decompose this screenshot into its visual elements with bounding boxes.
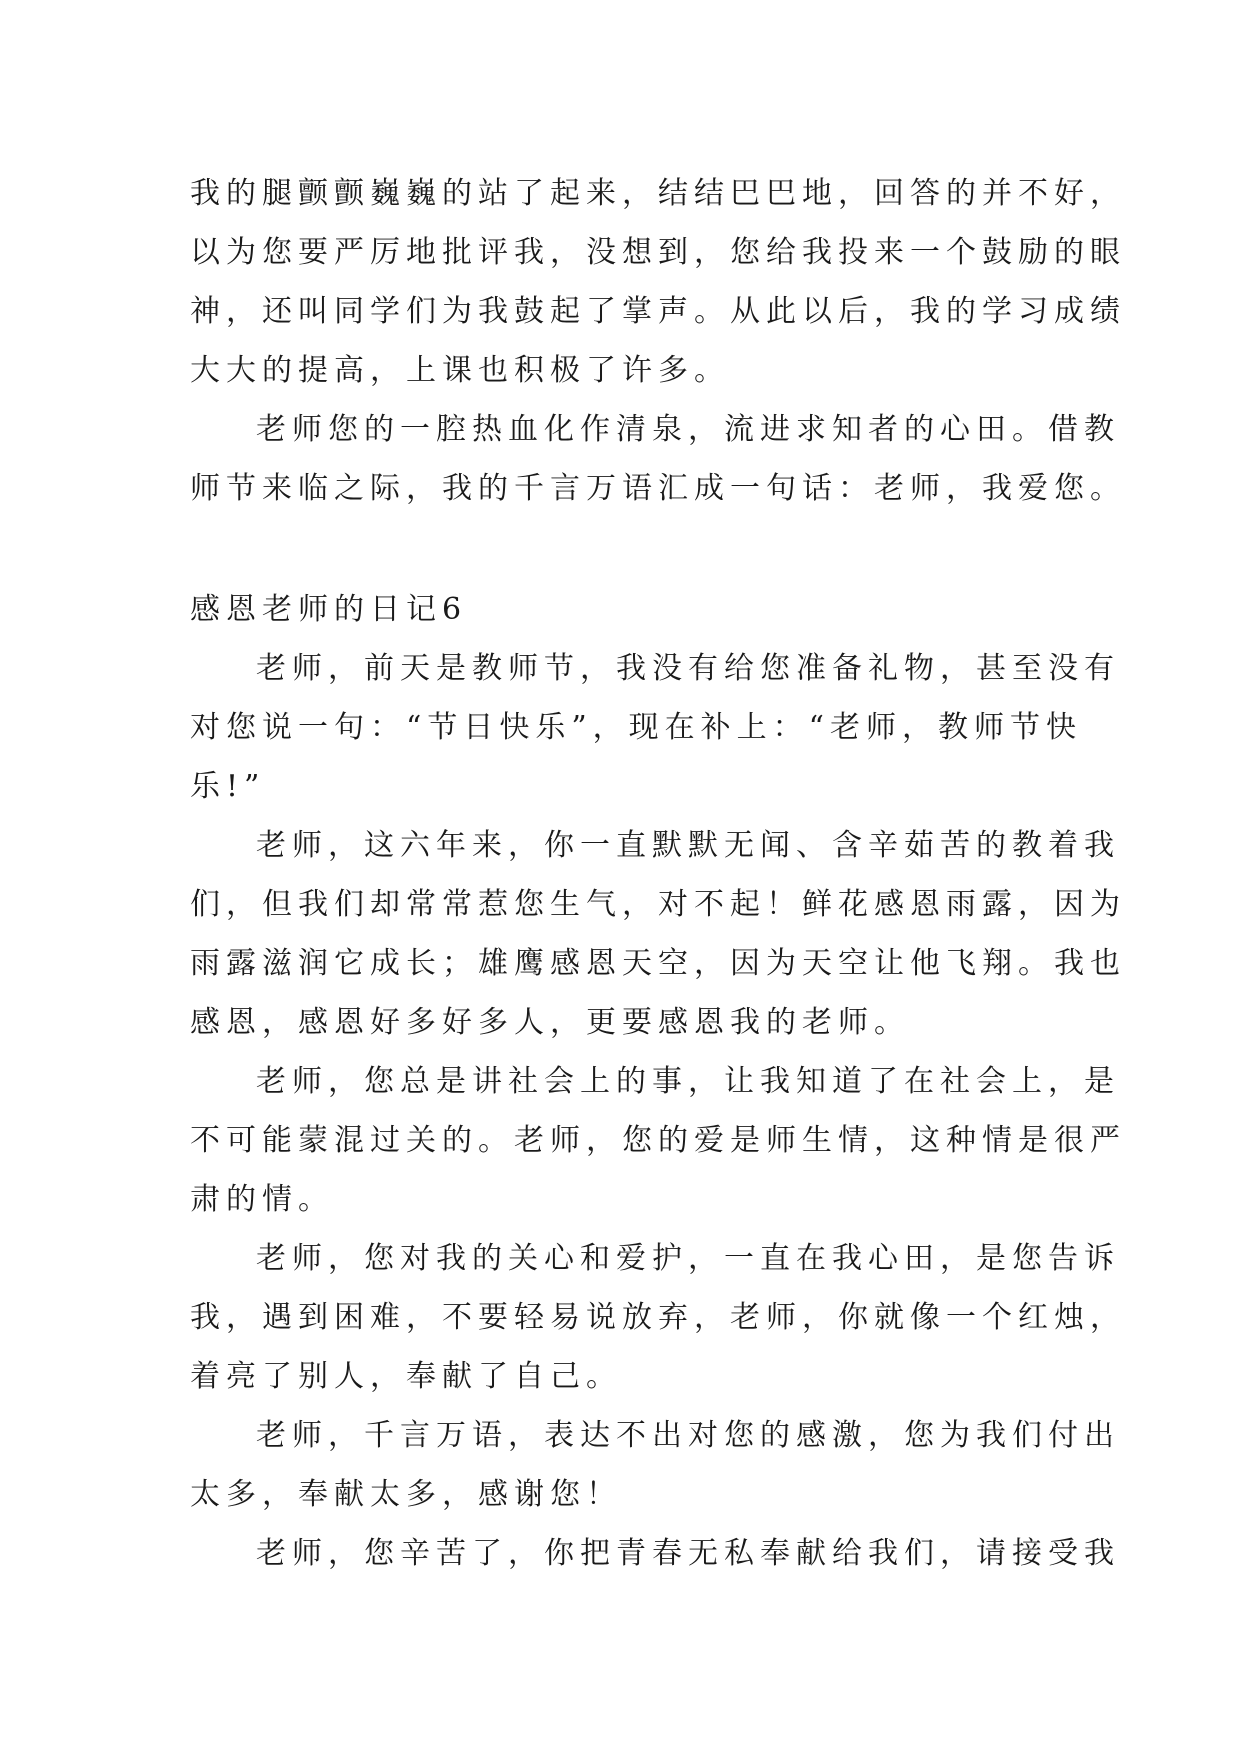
paragraph-first-line: 老师，您总是讲社会上的事，让我知道了在社会上，是 <box>256 1064 1120 1099</box>
paragraph-first-line: 老师，千言万语，表达不出对您的感激，您为我们付出 <box>256 1418 1120 1453</box>
text-line: 肃的情。 <box>190 1182 334 1217</box>
paragraph-first-line: 老师，您对我的关心和爱护，一直在我心田，是您告诉 <box>256 1241 1120 1276</box>
text-line: 师节来临之际，我的千言万语汇成一句话：老师，我爱您。 <box>190 471 1126 506</box>
text-line: 我的腿颤颤巍巍的站了起来，结结巴巴地，回答的并不好， <box>190 176 1126 211</box>
text-line: 太多，奉献太多，感谢您！ <box>190 1477 622 1512</box>
section-gap <box>190 518 1070 580</box>
text-line: 对您说一句：“节日快乐”，现在补上：“老师，教师节快 <box>190 710 1083 745</box>
text-line: 我，遇到困难，不要轻易说放弃，老师，你就像一个红烛， <box>190 1300 1126 1335</box>
text-line: 不可能蒙混过关的。老师，您的爱是师生情，这种情是很严 <box>190 1123 1126 1158</box>
text-line: 以为您要严厉地批评我，没想到，您给我投来一个鼓励的眼 <box>190 235 1126 270</box>
paragraph-first-line: 老师您的一腔热血化作清泉，流进求知者的心田。借教 <box>256 412 1120 447</box>
text-line: 神，还叫同学们为我鼓起了掌声。从此以后，我的学习成绩 <box>190 294 1126 329</box>
text-line: 着亮了别人，奉献了自己。 <box>190 1359 622 1394</box>
paragraph-first-line: 老师，您辛苦了，你把青春无私奉献给我们，请接受我 <box>256 1536 1120 1571</box>
document-body <box>190 164 1126 1583</box>
text-line: 大大的提高，上课也积极了许多。 <box>190 353 730 388</box>
text-line: 乐!” <box>190 769 266 804</box>
text-line: 雨露滋润它成长；雄鹰感恩天空，因为天空让他飞翔。我也 <box>190 946 1126 981</box>
paragraph-first-line: 老师，前天是教师节，我没有给您准备礼物，甚至没有 <box>256 651 1120 686</box>
section-heading: 感恩老师的日记6 <box>190 592 468 627</box>
text-line: 们，但我们却常常惹您生气，对不起！鲜花感恩雨露，因为 <box>190 887 1126 922</box>
text-line: 感恩，感恩好多好多人，更要感恩我的老师。 <box>190 1005 910 1040</box>
paragraph-first-line: 老师，这六年来，你一直默默无闻、含辛茹苦的教着我 <box>256 828 1120 863</box>
